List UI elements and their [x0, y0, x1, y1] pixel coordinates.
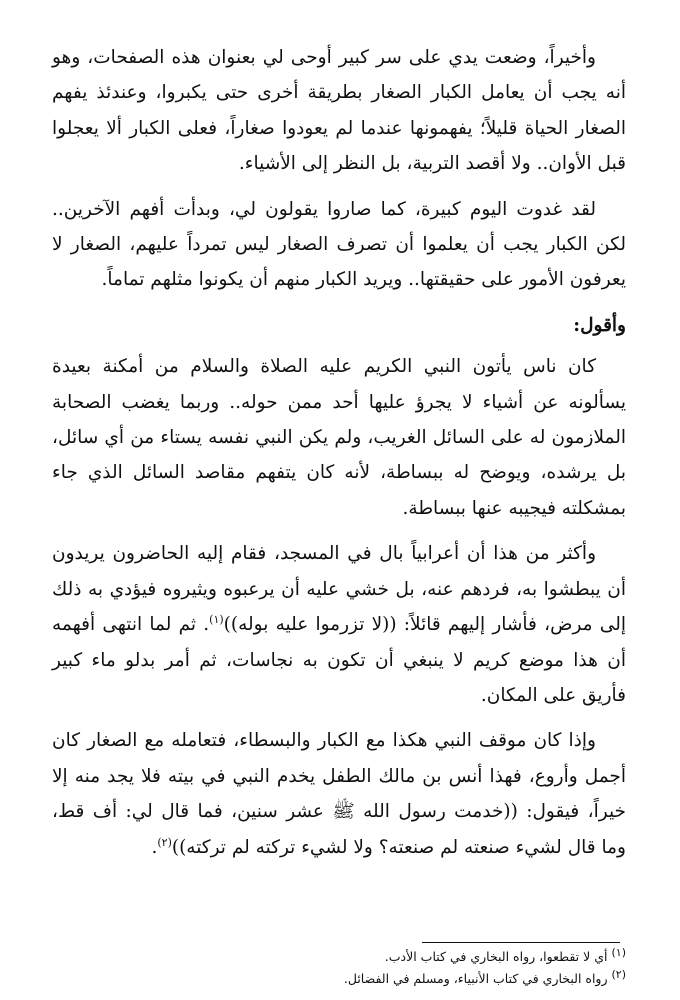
footnote-ref-1: (١) [209, 612, 224, 626]
paragraph-text: وإذا كان موقف النبي هكذا مع الكبار والبسطاء، فتعامله مع الصغار كان أجمل وأروع، فهذا أنس بن مالك الطفل يخدم النبي في بيته فلا يجد منه إلا خيراً، فيقول: ((خدمت رسول الله ﷺ عشر سنين، فما قال لي: أف قط، وما قال لشيء صنعته لم صنعته؟ ولا لشيء تركته لم تركته)) [52, 730, 626, 858]
paragraph-2 [52, 192, 626, 298]
footnote-ref-2: (٢) [157, 835, 172, 849]
paragraph-4 [52, 536, 626, 713]
paragraph-3 [52, 349, 626, 526]
footnote-divider [422, 942, 620, 943]
paragraph-text: لقد غدوت اليوم كبيرة، كما صاروا يقولون لي، وبدأت أفهم الآخرين.. لكن الكبار يجب أن يعلموا أن تصرف الصغار ليس تمرداً عليهم، الصغار لا يعرفون الأمور على حقيقتها.. ويريد الكبار منهم أن يكونوا مثلهم تماماً. [52, 198, 626, 291]
paragraph-1 [52, 40, 626, 182]
paragraph-text: وأكثر من هذا أن أعرابياً بال في المسجد، فقام إليه الحاضرون يريدون أن يبطشوا به، فردهم عنه، بل خشي عليه أن يرعبوه ويثيروه فيؤدي به ذلك إلى مرض، فأشار إليهم قائلاً: ((لا تزرموا عليه بوله)) [52, 543, 627, 636]
heading-text: وأقول: [573, 314, 626, 336]
footnote-mark: (١) [611, 945, 626, 959]
footnotes [52, 946, 626, 990]
paragraph-text: وأخيراً، وضعت يدي على سر كبير أوحى لي بعنوان هذه الصفحات، وهو أنه يجب أن يعامل الكبار الصغار بطريقة أخرى حتى يكبروا، وعندئذ يفهم الصغار الحياة قليلاً؛ يفهمونها عندما لم يعودوا صغاراً، فعلى الكبار ألا يعجلوا قبل الأوان.. ولا أقصد التربية، بل النظر إلى الأشياء. [52, 47, 626, 175]
section-heading [52, 308, 626, 343]
footnote-2 [52, 968, 626, 990]
paragraph-5 [52, 723, 626, 865]
paragraph-text: كان ناس يأتون النبي الكريم عليه الصلاة والسلام من أمكنة بعيدة يسألونه عن أشياء لا يجرؤ عليها أحد ممن حوله.. وربما يغضب الصحابة الملازمون له على السائل الغريب، ولم يكن النبي نفسه يستاء من أي سائل، بل يرشده، ويوضح له ببساطة، لأنه كان يتفهم مقاصد السائل الذي جاء بمشكلته فيجيبه عنها ببساطة. [52, 356, 626, 519]
paragraph-text-continued: . [151, 836, 158, 858]
footnote-text: أي لا تقطعوا، رواه البخاري في كتاب الأدب. [384, 949, 608, 964]
footnote-text: رواه البخاري في كتاب الأنبياء، ومسلم في الفضائل. [343, 971, 608, 986]
paragraph-text-continued: . ثم لما انتهى أفهمه أن هذا موضع كريم لا ينبغي أن تكون به نجاسات، ثم أمر بدلو ماء كبير فأريق على المكان. [52, 614, 626, 706]
footnote-mark: (٢) [611, 967, 626, 981]
footnote-1 [52, 946, 626, 968]
page-body [52, 40, 626, 875]
